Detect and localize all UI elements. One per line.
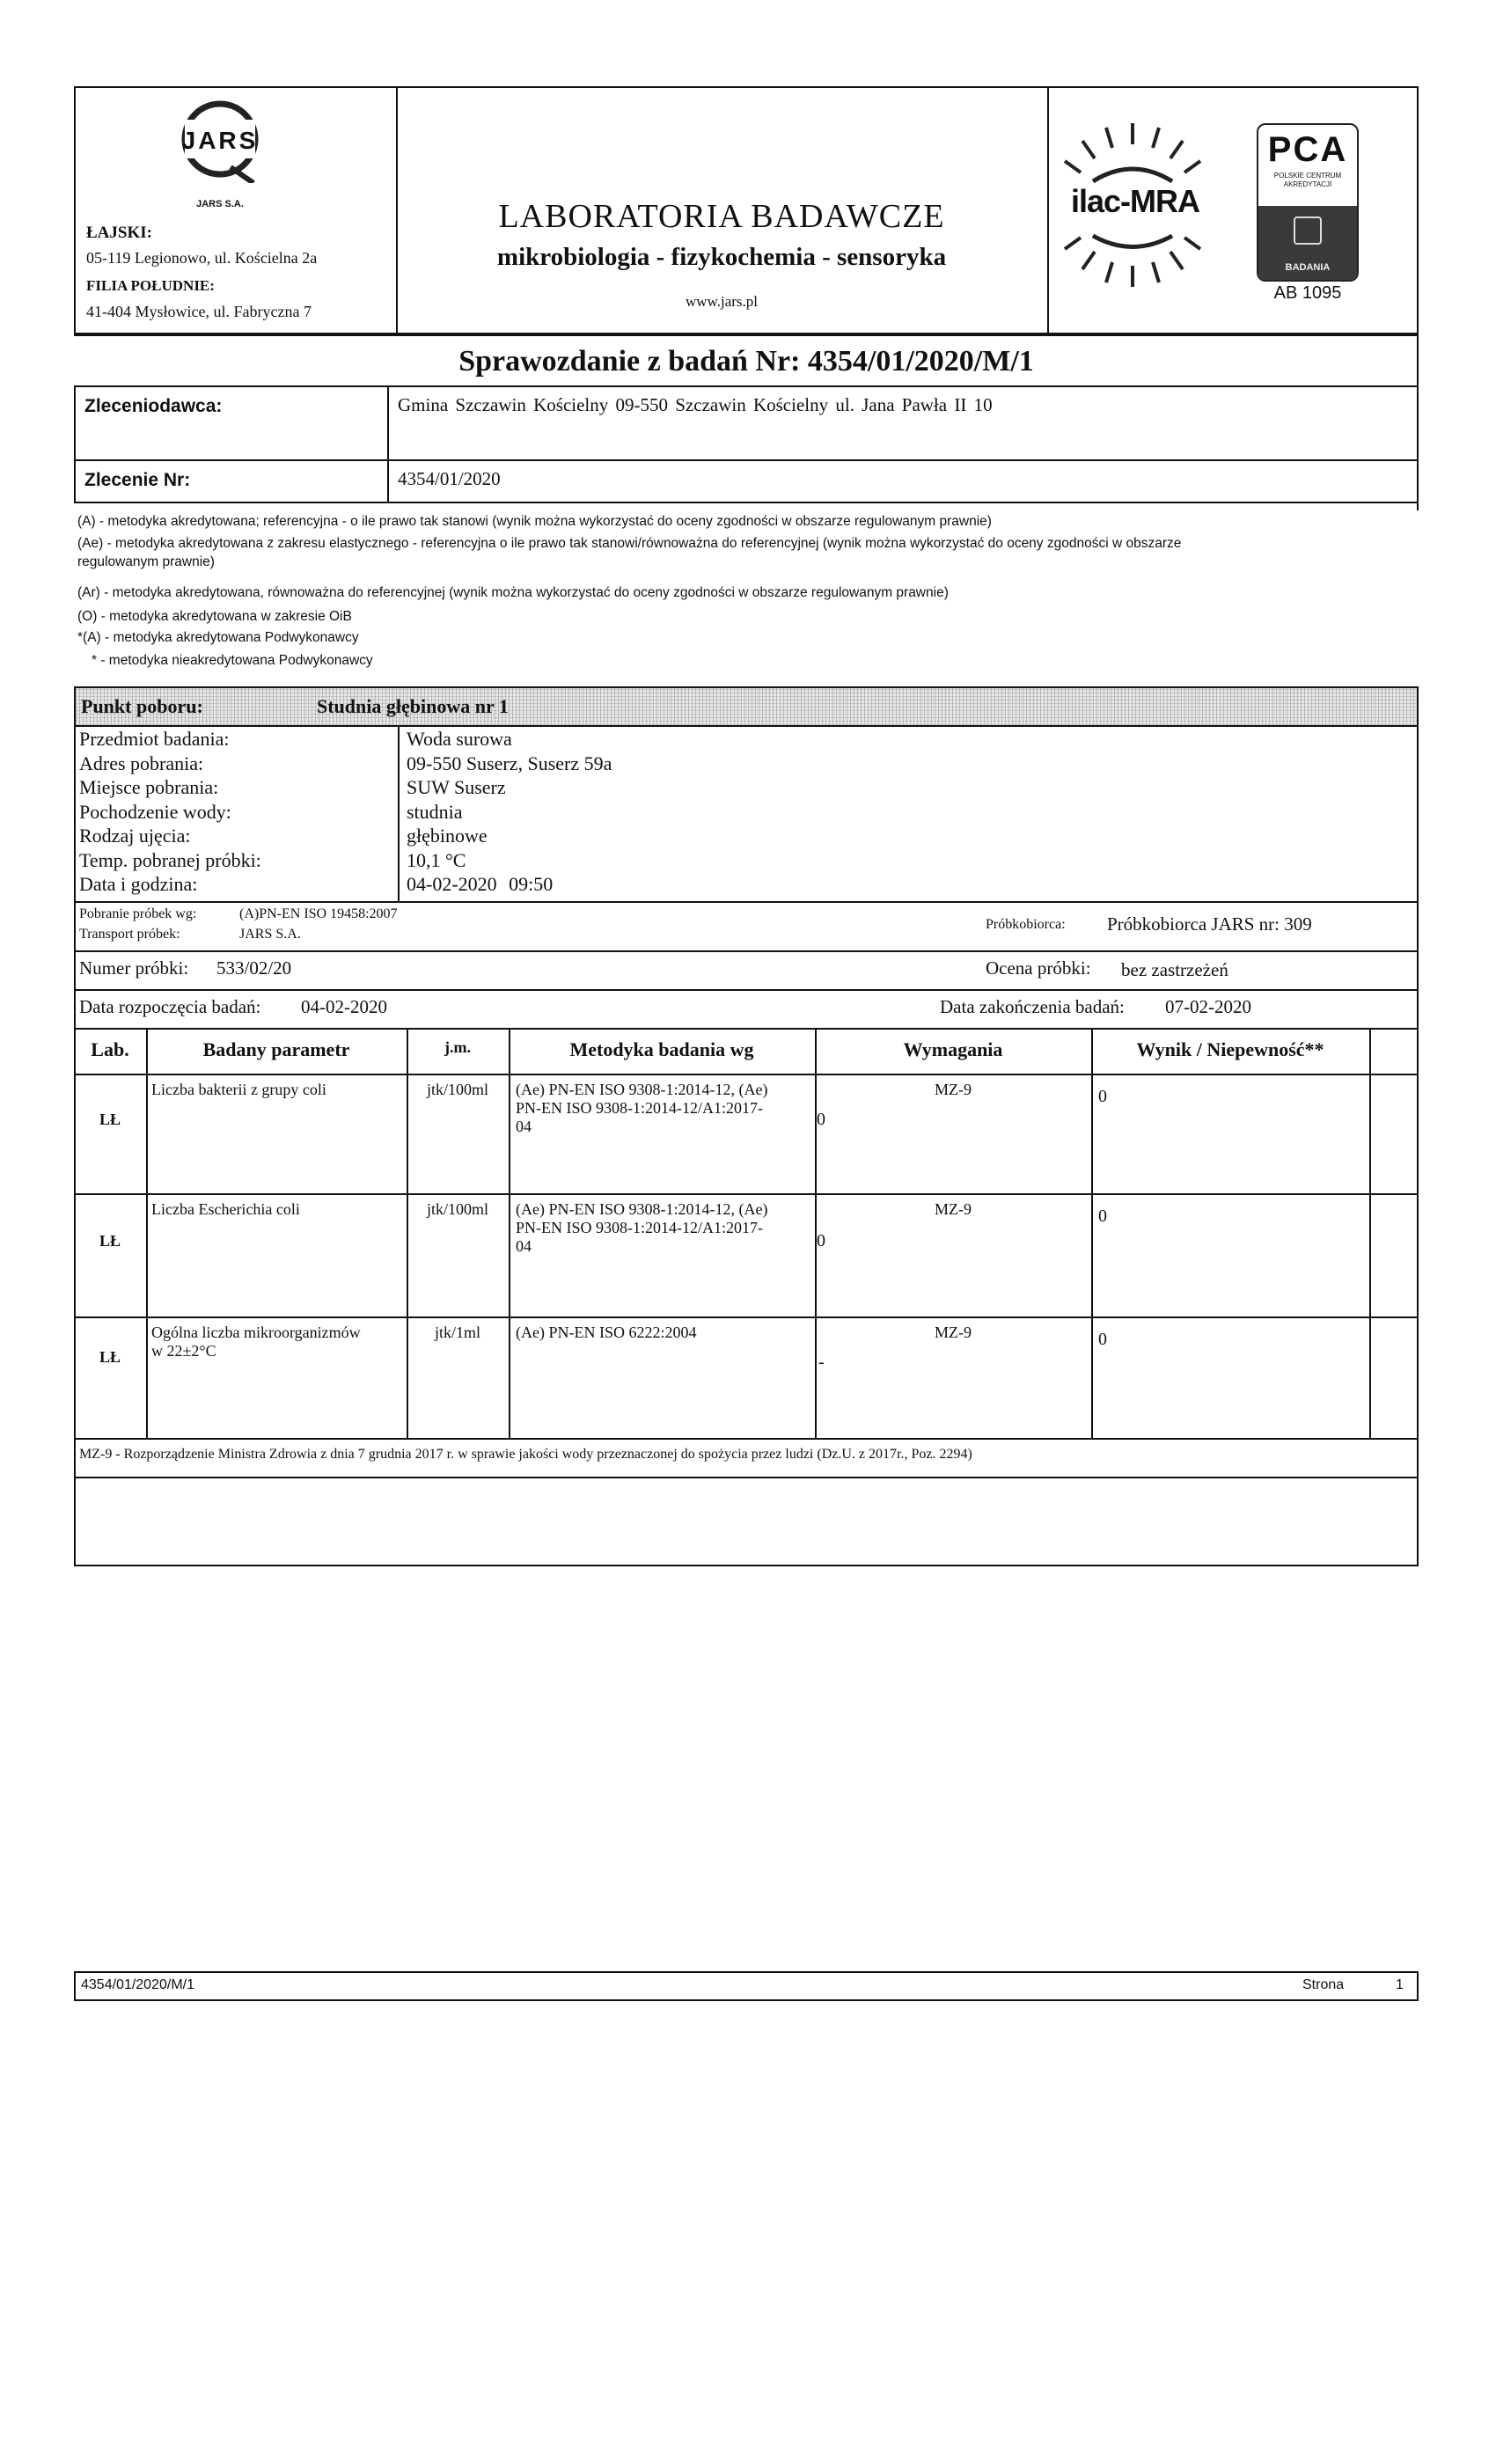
row-method-extra: 0 <box>817 1231 825 1250</box>
datetime-value: 04-02-2020 09:50 <box>407 873 554 895</box>
page-footer <box>74 1971 1419 2001</box>
end-date-label: Data zakończenia badań: <box>940 996 1125 1017</box>
row-unit: jtk/100ml <box>426 1200 488 1218</box>
col-requirements: Wymagania <box>903 1038 1003 1060</box>
col-result: Wynik / Niepewność** <box>1136 1038 1324 1060</box>
temperature-label: Temp. pobranej próbki: <box>79 848 261 871</box>
accreditation-number: AB 1095 <box>1273 283 1342 303</box>
lab-title: LABORATORIA BADAWCZE <box>498 198 945 235</box>
ilac-text: ilac-MRA <box>1070 183 1200 219</box>
col-lab: Lab. <box>91 1038 129 1060</box>
website: www.jars.pl <box>686 293 758 310</box>
assessment-label: Ocena próbki: <box>986 957 1091 979</box>
footnote: MZ-9 - Rozporządzenie Ministra Zdrowia z dnia 7 grudnia 2017 r. w sprawie jakości wody przeznaczonej do spożycia przez ludzi (Dz.U. z 2017r., Poz. 2294) <box>79 1447 972 1462</box>
row-method: (Ae) PN-EN ISO 6222:2004 <box>516 1324 697 1341</box>
row-requirements: MZ-9 <box>935 1081 972 1098</box>
filia-label: FILIA POŁUDNIE: <box>86 277 215 294</box>
legend-o: (O) - metodyka akredytowana w zakresie OiB <box>77 609 352 624</box>
assessment-value: bez zastrzeżeń <box>1121 959 1228 980</box>
footer-page-label: Strona <box>1302 1977 1345 1992</box>
row-requirements: MZ-9 <box>935 1324 972 1341</box>
lab-subtitle: mikrobiologia - fizykochemia - sensoryka <box>496 243 947 271</box>
zlecenie-label: Zlecenie Nr: <box>84 470 191 490</box>
row-lab: LŁ <box>99 1348 121 1366</box>
sampler-value: Próbkobiorca JARS nr: 309 <box>1107 913 1312 935</box>
intake-type-value: głębinowe <box>407 825 488 847</box>
report-title: Sprawozdanie z badań Nr: 4354/01/2020/M/1 <box>458 345 1034 378</box>
logo-text: JARS <box>181 127 259 154</box>
place-label: Miejsce pobrania: <box>79 776 219 798</box>
row-unit: jtk/100ml <box>426 1081 488 1098</box>
legend-a: (A) - metodyka akredytowana; referencyjna - o ile prawo tak stanowi (wynik można wykorzystać do oceny zgodności w obszarze regulowanym prawnie) <box>77 514 992 529</box>
flask-icon <box>1294 216 1322 245</box>
row-requirements: MZ-9 <box>935 1200 972 1218</box>
col-unit: j.m. <box>444 1038 471 1056</box>
row-param: Ogólna liczba mikroorganizmów w 22±2°C <box>151 1324 361 1360</box>
pca-logo-text: PCA <box>1267 130 1348 169</box>
lajski-address: 05-119 Legionowo, ul. Kościelna 2a <box>86 249 318 267</box>
pca-subtitle: POLSKIE CENTRUM AKREDYTACJI <box>1273 172 1342 188</box>
start-date-label: Data rozpoczęcia badań: <box>79 996 261 1017</box>
origin-label: Pochodzenie wody: <box>79 800 231 823</box>
address-value: 09-550 Suserz, Suserz 59a <box>407 752 612 774</box>
lajski-label: ŁAJSKI: <box>86 224 152 242</box>
legend-ar: (Ar) - metodyka akredytowana, równoważna do referencyjnej (wynik można wykorzystać do oceny zgodności w obszarze regulowanym prawnie) <box>77 585 949 600</box>
row-result: 0 <box>1098 1087 1107 1106</box>
zleceniodawca-label: Zleceniodawca: <box>84 396 223 416</box>
address-label: Adres pobrania: <box>79 752 204 774</box>
pca-logo <box>1257 123 1359 282</box>
legend-subcontractor-nonacc: * - metodyka nieakredytowana Podwykonawcy <box>92 653 373 668</box>
end-date-value: 07-02-2020 <box>1165 996 1251 1017</box>
row-method: (Ae) PN-EN ISO 9308-1:2014-12, (Ae) PN-EN ISO 9308-1:2014-12/A1:2017- 04 <box>516 1081 768 1135</box>
sampling-point-value: Studnia głębinowa nr 1 <box>317 695 509 717</box>
row-method-extra: - <box>818 1353 825 1372</box>
pca-badge-area <box>1258 206 1357 280</box>
col-param: Badany parametr <box>202 1038 350 1060</box>
zleceniodawca-value: Gmina Szczawin Kościelny 09-550 Szczawin Kościelny ul. Jana Pawła II 10 <box>398 394 993 415</box>
subject-value: Woda surowa <box>407 728 512 750</box>
sampling-point-label: Punkt poboru: <box>81 695 203 717</box>
row-result: 0 <box>1098 1330 1107 1349</box>
sample-info-values <box>407 727 612 897</box>
method-label: Pobranie próbek wg: <box>79 906 197 921</box>
logo-company: JARS S.A. <box>196 199 244 209</box>
row-unit: jtk/1ml <box>434 1324 480 1341</box>
row-method-extra: 0 <box>817 1110 825 1129</box>
transport-value: JARS S.A. <box>239 927 301 942</box>
sampler-label: Próbkobiorca: <box>986 917 1066 932</box>
sample-no-label: Numer próbki: <box>79 957 189 979</box>
filia-address: 41-404 Mysłowice, ul. Fabryczna 7 <box>86 303 312 320</box>
intake-type-label: Rodzaj ujęcia: <box>79 825 191 847</box>
sample-no-value: 533/02/20 <box>216 957 292 979</box>
zlecenie-value: 4354/01/2020 <box>398 468 501 489</box>
sampling-point-bar <box>76 688 1417 725</box>
pca-badge: BADANIA <box>1285 262 1331 273</box>
row-param: Liczba Escherichia coli <box>151 1200 300 1218</box>
legend-ae: (Ae) - metodyka akredytowana z zakresu elastycznego - referencyjna o ile prawo tak stanowi/równoważna do referencyjnej (wynik można wykorzystać do oceny zgodności w obszarze <box>77 536 1182 551</box>
row-lab: LŁ <box>99 1111 121 1128</box>
method-value: (A)PN-EN ISO 19458:2007 <box>239 906 398 921</box>
header-bottom-line <box>74 334 1419 336</box>
row-param: Liczba bakterii z grupy coli <box>151 1081 326 1098</box>
footer-page-no: 1 <box>1396 1977 1404 1992</box>
row-result: 0 <box>1098 1206 1107 1226</box>
col-method: Metodyka badania wg <box>569 1038 754 1060</box>
datetime-label: Data i godzina: <box>79 873 198 895</box>
row-lab: LŁ <box>99 1232 121 1250</box>
temperature-value: 10,1 °C <box>407 848 466 871</box>
footer-report-no: 4354/01/2020/M/1 <box>81 1977 194 1992</box>
origin-value: studnia <box>407 800 463 823</box>
legend-ae-cont: regulowanym prawnie) <box>77 554 215 569</box>
legend-subcontractor: *(A) - metodyka akredytowana Podwykonawcy <box>77 630 359 645</box>
subject-label: Przedmiot badania: <box>79 728 230 750</box>
start-date-value: 04-02-2020 <box>301 996 387 1017</box>
row-method: (Ae) PN-EN ISO 9308-1:2014-12, (Ae) PN-EN ISO 9308-1:2014-12/A1:2017- 04 <box>516 1200 768 1255</box>
transport-label: Transport próbek: <box>79 927 180 942</box>
sample-info-labels <box>79 727 261 897</box>
place-value: SUW Suserz <box>407 776 506 798</box>
